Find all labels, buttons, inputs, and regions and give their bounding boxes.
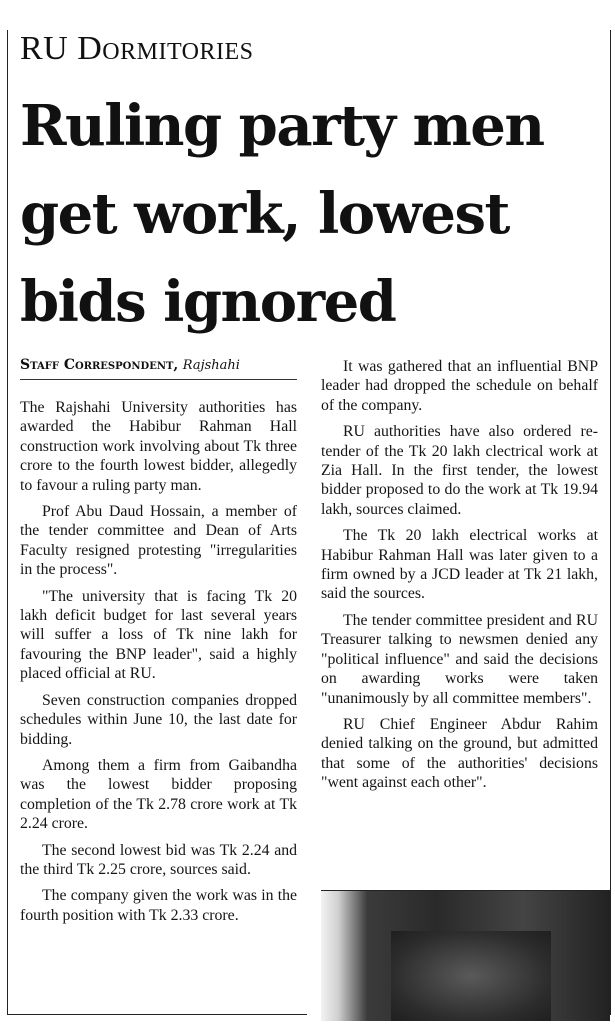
paragraph: Among them a firm from Gaibandha was the lowest bidder proposing completion of the Tk 2.78 crore work at Tk 2.24 crore. bbox=[20, 756, 297, 833]
paragraph: Prof Abu Daud Hossain, a member of the tender committee and Dean of Arts Faculty resigned protesting "irregularities in the process". bbox=[20, 503, 297, 579]
paragraph: The Rajshahi University authorities has awarded the Habibur Rahman Hall construction work involving about Tk three crore to the fourth lowest bidder, allegedly to favour a ruling party man. bbox=[20, 399, 297, 494]
paragraph: Seven construction companies dropped schedules within June 10, the last date for bidding. bbox=[20, 691, 297, 748]
section-kicker bbox=[20, 30, 254, 68]
paragraph: The Tk 20 lakh electrical works at Habibur Rahman Hall was later given to a firm owned by a JCD leader at Tk 21 lakh, said the sources. bbox=[321, 527, 598, 603]
kicker-first: RU bbox=[20, 30, 69, 67]
paragraph: RU Chief Engineer Abdur Rahim denied talking on the ground, but admitted that some of the authorities' decisions "went against each other". bbox=[321, 715, 598, 792]
left-column-rule bbox=[7, 30, 8, 1015]
paragraph: The second lowest bid was Tk 2.24 and the third Tk 2.25 crore, sources said. bbox=[20, 841, 297, 878]
paragraph: The company given the work was in the fourth position with Tk 2.33 crore. bbox=[20, 887, 297, 924]
article-column-1 bbox=[20, 398, 297, 932]
paragraph: RU authorities have also ordered re-tender of the Tk 20 lakh clectrical work at Zia Hall. In the first tender, the lowest bidder proposed to do the work at Tk 19.94 lakh, sources claimed. bbox=[321, 423, 598, 518]
paragraph: The tender committee president and RU Treasurer talking to newsmen denied any "political influence" and said the decisions on awarding works were taken "unanimously by all committee members". bbox=[321, 611, 598, 707]
article-column-2 bbox=[321, 357, 598, 800]
headline: Ruling party men get work, lowest bids ignored bbox=[20, 93, 544, 335]
byline-place: Rajshahi bbox=[182, 358, 240, 373]
byline-rule bbox=[20, 379, 297, 380]
photo-shadow bbox=[391, 931, 551, 1021]
byline-name: Staff Correspondent, bbox=[20, 357, 179, 373]
paragraph: It was gathered that an influential BNP leader had dropped the schedule on behalf of the company. bbox=[321, 358, 598, 414]
right-column-rule bbox=[610, 30, 611, 1015]
article-photo bbox=[321, 890, 610, 1021]
byline bbox=[20, 357, 297, 373]
kicker-rest: Dormitories bbox=[77, 30, 254, 67]
paragraph: "The university that is facing Tk 20 lakh deficit budget for last several years will suffer a loss of Tk nine lakh for favouring the BNP leader", said a highly placed official at RU. bbox=[20, 587, 297, 683]
bottom-rule bbox=[7, 1014, 307, 1015]
